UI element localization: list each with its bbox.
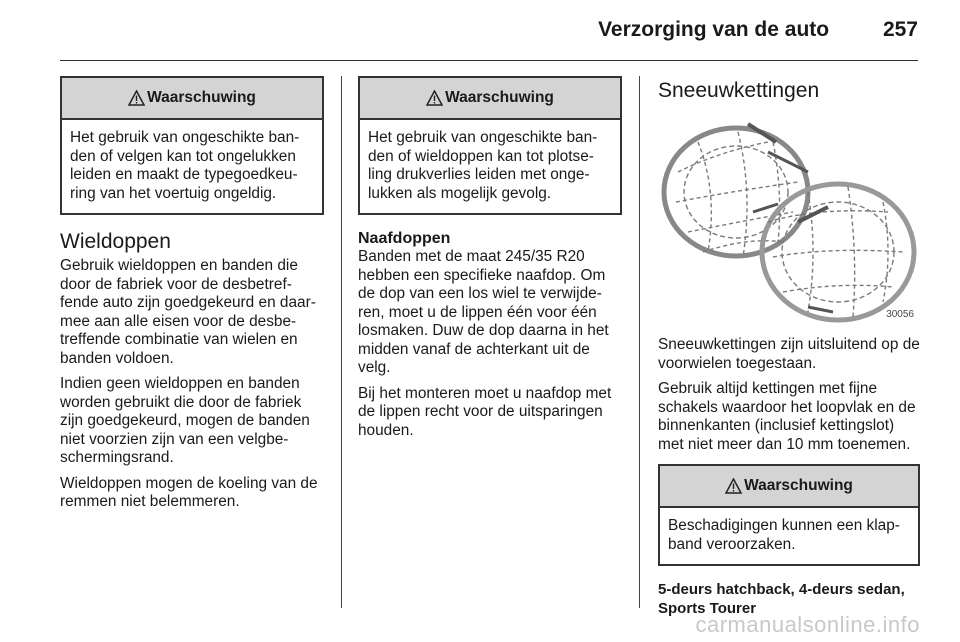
section-heading: Wieldoppen	[60, 230, 171, 253]
warning-box	[658, 464, 920, 566]
warning-triangle-icon	[725, 478, 742, 494]
warning-triangle-icon	[128, 90, 145, 106]
warning-label: Waarschuwing	[445, 88, 554, 106]
page-title: Verzorging van de auto	[598, 18, 830, 41]
warning-label: Waarschuwing	[147, 88, 256, 106]
subsection-heading: 5-deurs hatchback, 4-deurs sedan, Sports Tourer	[658, 581, 905, 617]
column-divider	[639, 76, 640, 608]
warning-text: Beschadigingen kunnen een klap-band veroorzaken.	[668, 517, 900, 553]
paragraph: Indien geen wieldoppen en banden worden gebruikt die door de fabriek zijn goedgekeurd, mogen de banden niet voorzien zijn van een velgbe-schermingsrand.	[60, 375, 310, 466]
illustration-number: 30056	[886, 308, 914, 320]
watermark: carmanualsonline.info	[695, 612, 920, 637]
warning-box	[60, 76, 324, 215]
section-heading: Sneeuwkettingen	[658, 79, 820, 102]
page-header	[598, 18, 918, 42]
warning-text: Het gebruik van ongeschikte ban-den of velgen kan tot ongelukken leiden en maakt de typegoedkeu-ring van het voertuig ongeldig.	[70, 129, 300, 202]
paragraph: Gebruik altijd kettingen met fijne schakels waardoor het loopvlak en de binnenkanten (inclusief kettingslot) met niet meer dan 10 mm toenemen.	[658, 380, 916, 453]
warning-box	[358, 76, 622, 215]
paragraph: Banden met de maat 245/35 R20 hebben een specifieke naafdop. Om de dop van een los wiel te verwijde-ren, moet u de lippen één voor één losmaken. Duw de dop daarna in het midden vanaf de achterkant uit de velg.	[358, 248, 609, 376]
subsection-heading: Naafdoppen	[358, 230, 451, 247]
warning-header	[660, 466, 918, 508]
warning-text: Het gebruik van ongeschikte ban-den of wieldoppen kan tot plotse-ling drukverlies leiden met onge-lukken als mogelijk gevolg.	[368, 129, 598, 202]
warning-triangle-icon	[426, 90, 443, 106]
page-number: 257	[882, 18, 918, 41]
warning-header	[62, 78, 322, 120]
warning-header	[360, 78, 620, 120]
header-rule	[60, 60, 918, 61]
paragraph: Sneeuwkettingen zijn uitsluitend op de voorwielen toegestaan.	[658, 336, 920, 372]
column-2	[358, 76, 622, 447]
column-3	[658, 76, 920, 618]
snow-chain-image	[658, 112, 918, 326]
paragraph: Gebruik wieldoppen en banden die door de fabriek voor de desbetref-fende auto zijn goedgekeurd en daar-mee aan alle eisen voor de desbe-treffende combinatie van wielen en banden voldoen.	[60, 257, 316, 367]
column-1	[60, 76, 324, 519]
column-divider	[341, 76, 342, 608]
snow-chain-illustration	[658, 112, 918, 326]
paragraph: Bij het monteren moet u naafdop met de lippen recht voor de uitsparingen houden.	[358, 384, 612, 439]
warning-label: Waarschuwing	[744, 476, 853, 494]
paragraph: Wieldoppen mogen de koeling van de remmen niet belemmeren.	[60, 474, 318, 510]
